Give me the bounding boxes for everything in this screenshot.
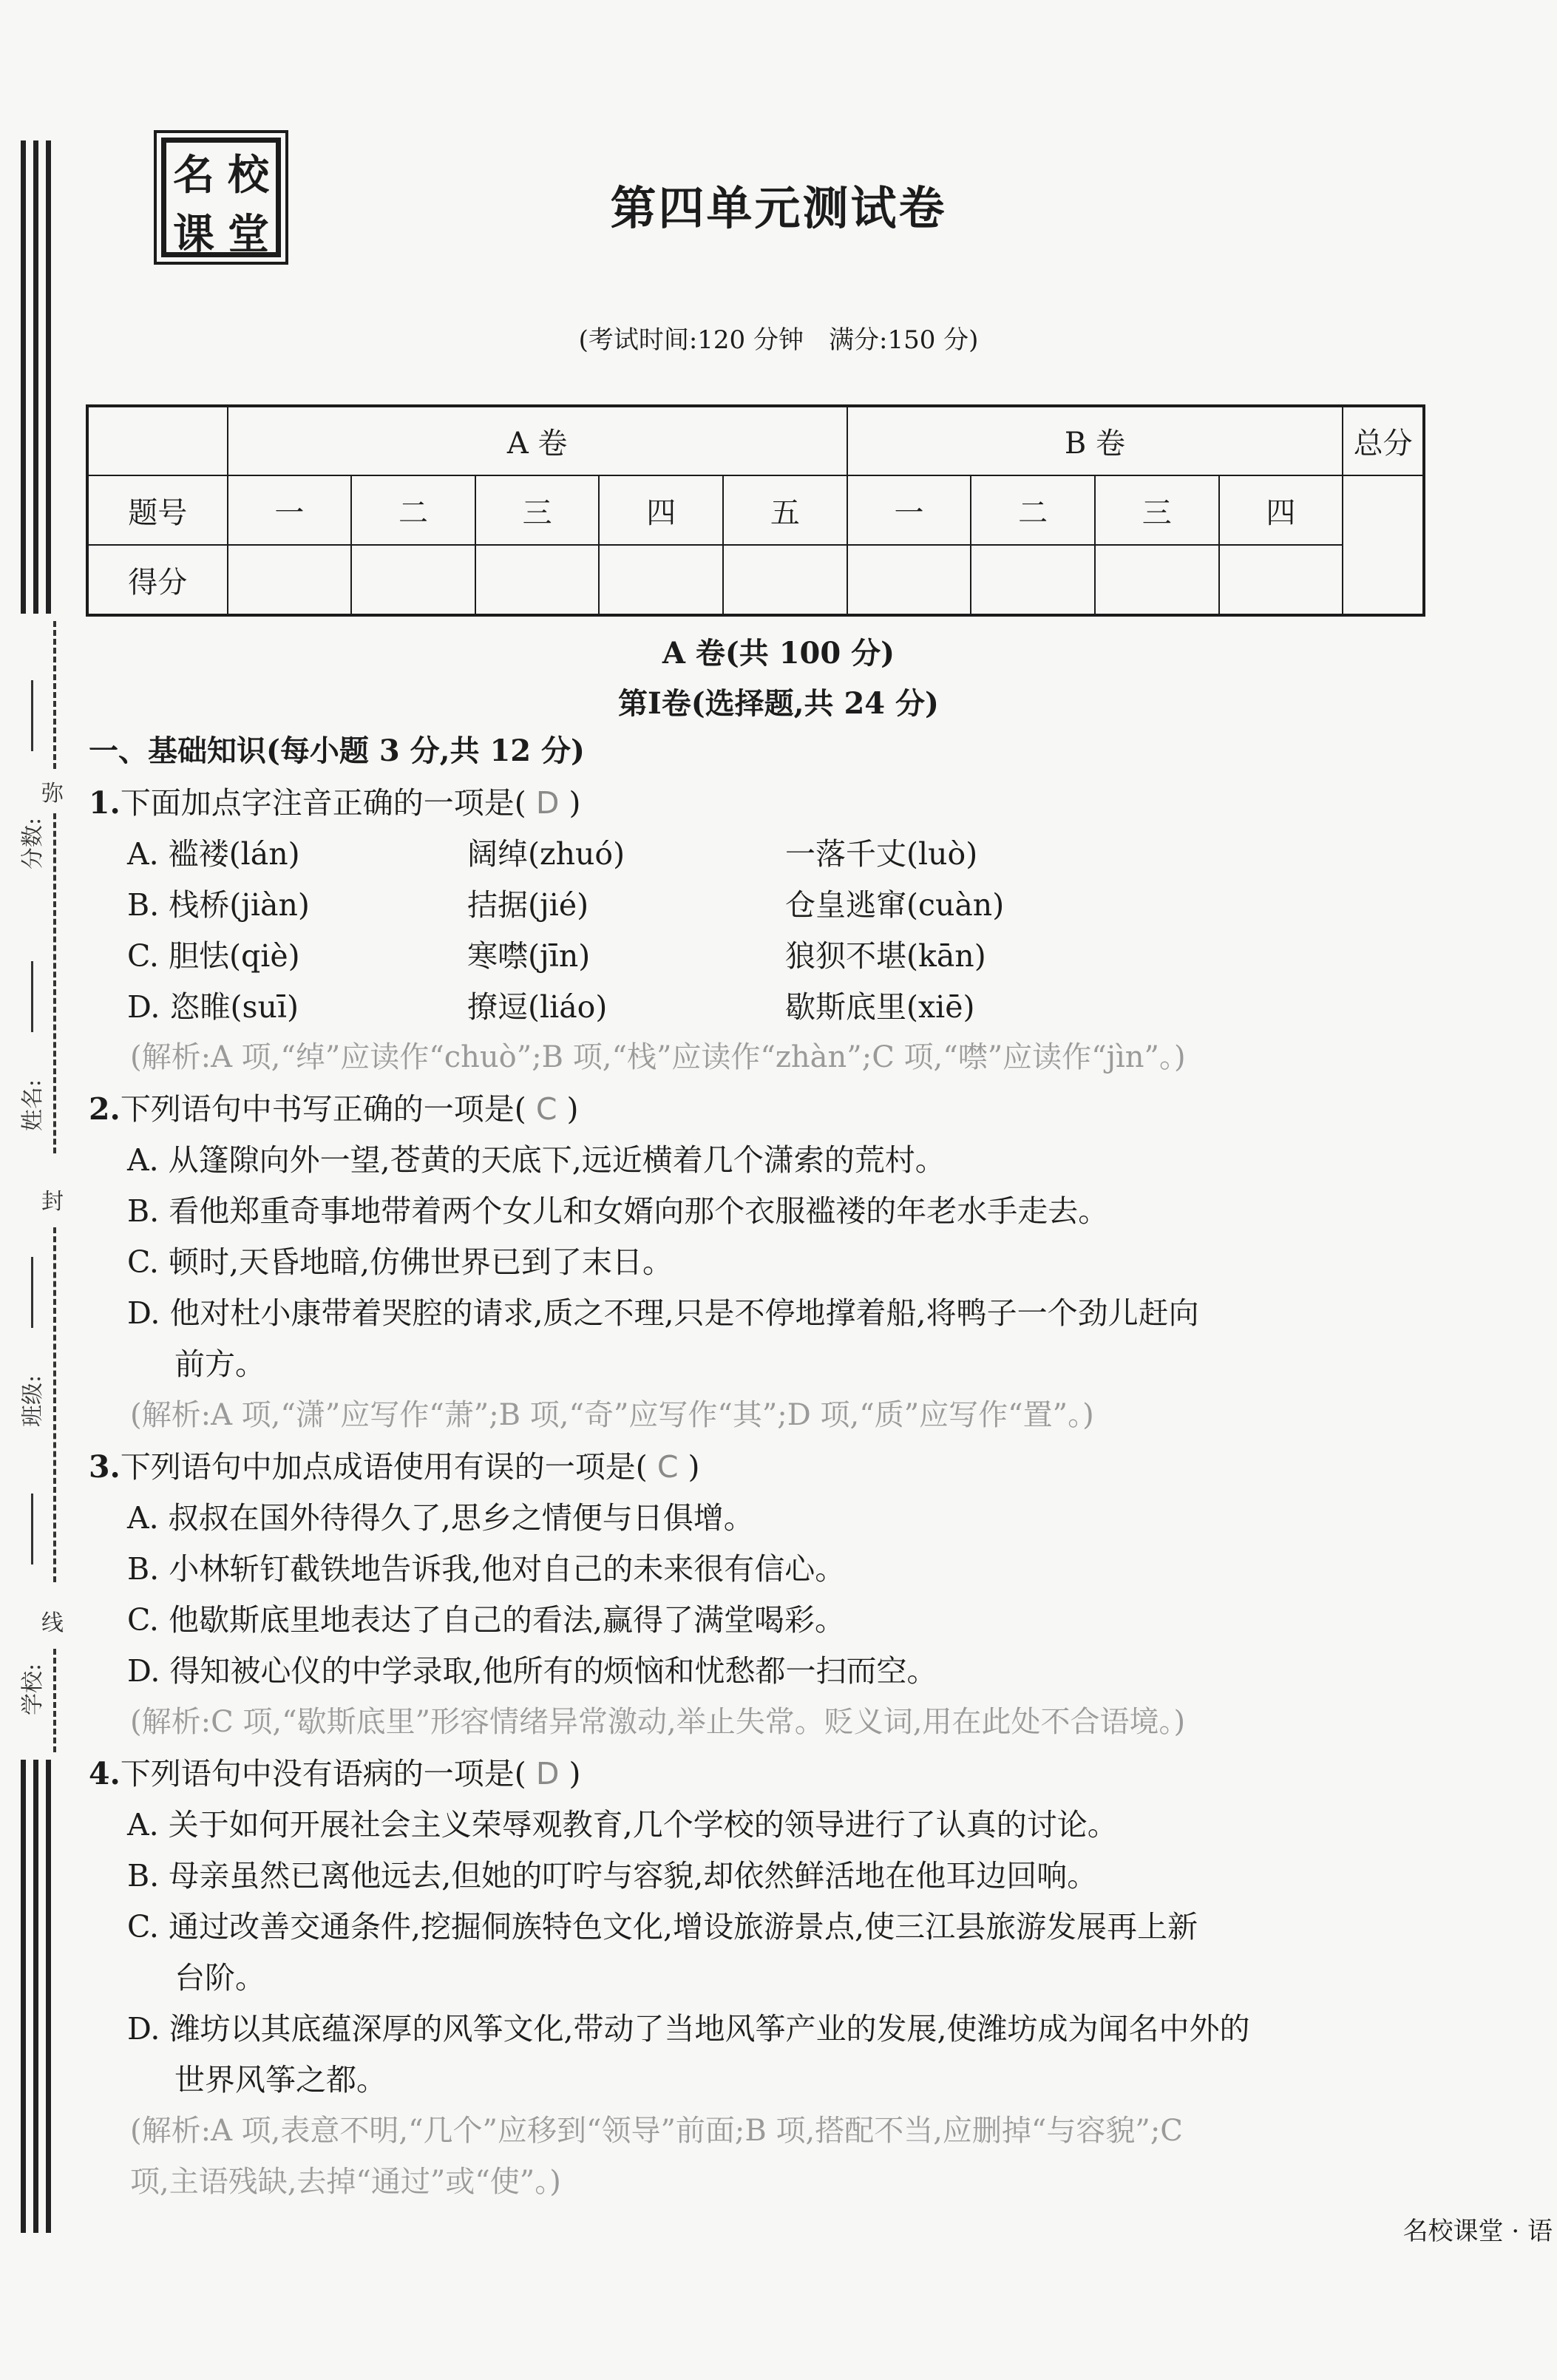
q1-a-3: 一落千丈(luò) [785, 836, 978, 872]
q4-number: 4. [89, 1756, 121, 1791]
q4-analysis-1: (解析:A 项,表意不明,“几个”应移到“领导”前面;B 项,搭配不当,应删掉“与容貌”;C [130, 2114, 1183, 2148]
logo-char-4: 堂 [228, 211, 269, 259]
q1-d-3: 歇斯底里(xiē) [785, 989, 975, 1025]
page-footer: 名校课堂 · 语 [1402, 2217, 1553, 2246]
side-mi: 弥 [41, 781, 64, 807]
q1-b-3: 仓皇逃窜(cuàn) [785, 887, 1005, 923]
score-cell[interactable] [971, 545, 1095, 615]
logo-char-1: 名 [173, 152, 214, 200]
q2-option-d-cont: 前方。 [174, 1346, 265, 1382]
q2-option-c: C. 顿时,天昏地暗,仿佛世界已到了末日。 [127, 1244, 674, 1280]
q4-answer: D [535, 1756, 560, 1791]
q1-b-2: 拮据(jié) [467, 887, 589, 923]
score-cell[interactable] [1219, 545, 1343, 615]
q2-analysis: (解析:A 项,“潇”应写作“萧”;B 项,“奇”应写作“其”;D 项,“质”应写作“置”。) [130, 1398, 1094, 1432]
part1-heading: 一、基础知识(每小题 3 分,共 12 分) [89, 733, 585, 768]
side-school-line [31, 1494, 33, 1564]
table-a-col-1: 一 [228, 475, 352, 545]
side-school-label: 学校: [20, 1663, 47, 1716]
table-a-col-5: 五 [723, 475, 847, 545]
q3-stem [89, 1446, 700, 1488]
side-name-label: 姓名: [20, 1079, 47, 1132]
table-b-col-2: 二 [971, 475, 1095, 545]
section-a-title: A 卷(共 100 分) [662, 636, 895, 671]
side-class-line [31, 1257, 33, 1328]
q1-answer: D [535, 785, 560, 821]
q1-text: 下面加点字注音正确的一项是( [120, 785, 526, 821]
q2-stem [89, 1088, 579, 1130]
cut-line-2 [53, 813, 56, 1153]
q1-d-2: 撩逗(liáo) [467, 989, 608, 1025]
score-cell[interactable] [723, 545, 847, 615]
binding-bar-bottom-1 [21, 1760, 26, 2233]
table-row-question: 题号 [87, 475, 228, 545]
q1-d-1: D. 恣睢(suī) [127, 989, 299, 1025]
table-a-volume: A 卷 [228, 406, 847, 475]
table-corner [87, 406, 228, 475]
q3-answer: C [657, 1449, 679, 1485]
side-score-label: 分数: [20, 817, 47, 870]
cut-line-3 [53, 1227, 56, 1582]
table-total: 总分 [1343, 406, 1424, 475]
binding-bar-bottom-3 [46, 1760, 51, 2233]
q1-b-1: B. 栈桥(jiàn) [127, 887, 310, 923]
q1-c-3: 狼狈不堪(kān) [785, 938, 986, 974]
q1-analysis: (解析:A 项,“绰”应读作“chuò”;B 项,“栈”应读作“zhàn”;C 项,“噤”应读作“jìn”。) [130, 1040, 1186, 1074]
q4-option-c-cont: 台阶。 [174, 1960, 265, 1996]
score-cell[interactable] [475, 545, 600, 615]
table-a-col-3: 三 [475, 475, 600, 545]
q3-number: 3. [89, 1449, 121, 1485]
score-cell[interactable] [351, 545, 475, 615]
table-total-cell[interactable] [1343, 475, 1424, 615]
score-cell[interactable] [228, 545, 352, 615]
q3-close: ) [688, 1449, 700, 1485]
q1-stem [89, 782, 580, 824]
side-name-line [31, 961, 33, 1032]
side-xian: 线 [41, 1610, 64, 1636]
cut-line-4 [53, 1649, 56, 1752]
q4-text: 下列语句中没有语病的一项是( [120, 1756, 526, 1791]
score-cell[interactable] [599, 545, 723, 615]
table-b-volume: B 卷 [847, 406, 1343, 475]
q4-option-a: A. 关于如何开展社会主义荣辱观教育,几个学校的领导进行了认真的讨论。 [127, 1807, 1118, 1842]
logo-char-3: 课 [173, 211, 214, 259]
side-feng: 封 [41, 1189, 64, 1215]
q4-option-d: D. 潍坊以其底蕴深厚的风筝文化,带动了当地风筝产业的发展,使潍坊成为闻名中外的 [127, 2011, 1250, 2047]
exam-info: (考试时间:120 分钟 满分:150 分) [578, 325, 979, 355]
q3-text: 下列语句中加点成语使用有误的一项是( [120, 1449, 648, 1485]
q3-analysis: (解析:C 项,“歇斯底里”形容情绪异常激动,举止失常。贬义词,用在此处不合语境。) [130, 1705, 1186, 1739]
table-a-col-4: 四 [599, 475, 723, 545]
q4-option-b: B. 母亲虽然已离他远去,但她的叮咛与容貌,却依然鲜活地在他耳边回响。 [127, 1858, 1098, 1894]
score-cell[interactable] [1095, 545, 1219, 615]
q2-option-b: B. 看他郑重奇事地带着两个女儿和女婿向那个衣服褴褛的年老水手走去。 [127, 1193, 1109, 1229]
table-row-score: 得分 [87, 545, 228, 615]
q4-analysis-2: 项,主语残缺,去掉“通过”或“使”。) [130, 2165, 561, 2199]
table-a-col-2: 二 [351, 475, 475, 545]
q1-c-2: 寒噤(jīn) [467, 938, 591, 974]
logo-char-2: 校 [228, 152, 269, 200]
table-b-col-1: 一 [847, 475, 971, 545]
q1-number: 1. [89, 785, 121, 821]
q1-close: ) [569, 785, 581, 821]
q2-option-d: D. 他对杜小康带着哭腔的请求,质之不理,只是不停地撑着船,将鸭子一个劲儿赶向 [127, 1295, 1199, 1331]
page-title: 第四单元测试卷 [610, 181, 947, 235]
q2-option-a: A. 从篷隙向外一望,苍黄的天底下,远近横着几个潇索的荒村。 [127, 1142, 946, 1178]
q3-option-b: B. 小林斩钉截铁地告诉我,他对自己的未来很有信心。 [127, 1551, 846, 1587]
q1-c-1: C. 胆怯(qiè) [127, 938, 300, 974]
q1-a-1: A. 褴褛(lán) [127, 836, 300, 872]
q2-number: 2. [89, 1091, 121, 1127]
q4-option-d-cont: 世界风筝之都。 [174, 2062, 387, 2098]
q3-option-c: C. 他歇斯底里地表达了自己的看法,赢得了满堂喝彩。 [127, 1602, 846, 1638]
q2-text: 下列语句中书写正确的一项是( [120, 1091, 526, 1127]
score-cell[interactable] [847, 545, 971, 615]
score-table [86, 404, 1425, 617]
table-b-col-4: 四 [1219, 475, 1343, 545]
q4-stem [89, 1753, 580, 1794]
q4-close: ) [569, 1756, 581, 1791]
side-class-label: 班级: [20, 1374, 47, 1428]
q3-option-d: D. 得知被心仪的中学录取,他所有的烦恼和忧愁都一扫而空。 [127, 1653, 937, 1689]
q2-answer: C [535, 1091, 557, 1127]
binding-bar-bottom-2 [33, 1760, 38, 2233]
q2-close: ) [566, 1091, 579, 1127]
q1-a-2: 阔绰(zhuó) [467, 836, 625, 872]
q4-option-c: C. 通过改善交通条件,挖掘侗族特色文化,增设旅游景点,使三江县旅游发展再上新 [127, 1909, 1198, 1945]
section-1-title: 第Ⅰ卷(选择题,共 24 分) [617, 686, 939, 721]
q3-option-a: A. 叔叔在国外待得久了,思乡之情便与日俱增。 [127, 1500, 754, 1536]
table-b-col-3: 三 [1095, 475, 1219, 545]
